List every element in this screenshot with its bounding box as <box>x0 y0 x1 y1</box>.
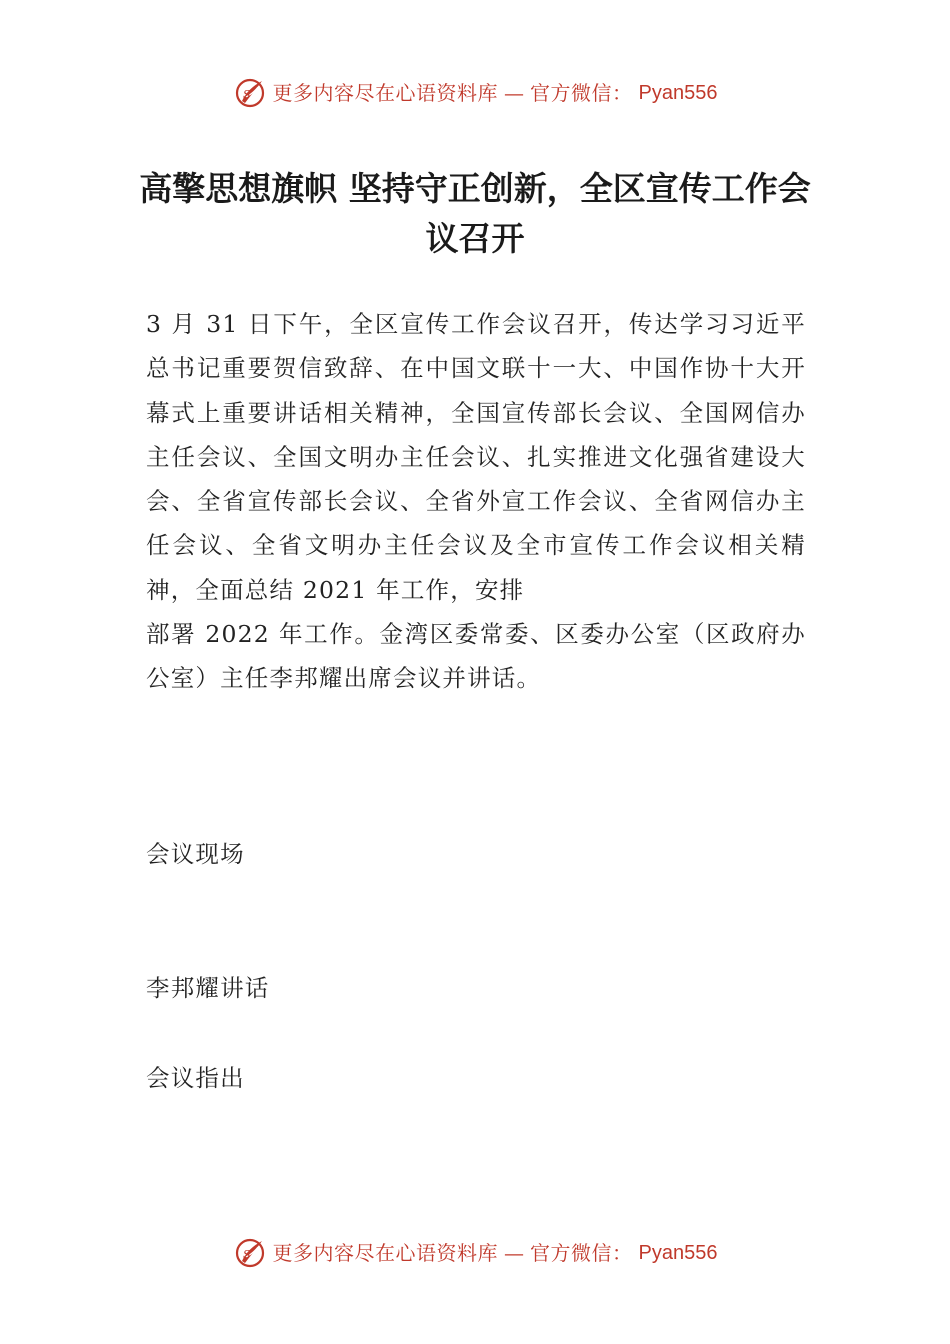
section-heading-meeting-points: 会议指出 <box>146 1064 245 1092</box>
svg-text:S: S <box>242 88 251 101</box>
footer-watermark <box>0 1236 950 1270</box>
watermark-wechat-label: 官方微信： <box>530 1241 633 1265</box>
watermark-text: 更多内容尽在心语资料库 <box>272 81 499 105</box>
article-body <box>146 302 806 701</box>
article-paragraph-2: 部署 2022 年工作。金湾区委常委、区委办公室（区政府办公室）主任李邦耀出席会议并讲话。 <box>146 620 806 693</box>
watermark-wechat-id: Pyan556 <box>638 82 718 104</box>
article-paragraph-1: 3 月 31 日下午，全区宣传工作会议召开，传达学习习近平总书记重要贺信致辞、在中国文联十一大、中国作协十大开幕式上重要讲话相关精神，全国宣传部长会议、全国网信办主任会议、全国文明办主任会议、扎实推进文化强省建设大会、全省宣传部长会议、全省外宣工作会议、全省网信办主任会议、全省文明办主任会议及全市宣传工作会议相关精神，全面总结 2021 年工作，安排 <box>146 310 806 604</box>
article-title: 高擎思想旗帜 坚持守正创新，全区宣传工作会议召开 <box>139 169 811 258</box>
logo-icon <box>233 76 267 110</box>
svg-text:S: S <box>242 1248 251 1261</box>
image-caption-speech: 李邦耀讲话 <box>146 974 270 1002</box>
watermark-separator: — <box>504 81 525 105</box>
watermark-wechat-id: Pyan556 <box>638 1242 718 1264</box>
watermark-text: 更多内容尽在心语资料库 <box>272 1241 499 1265</box>
logo-icon <box>233 1236 267 1270</box>
watermark-wechat-label: 官方微信： <box>530 81 633 105</box>
image-caption-meeting-scene: 会议现场 <box>146 840 245 868</box>
header-watermark <box>0 76 950 110</box>
watermark-separator: — <box>504 1241 525 1265</box>
